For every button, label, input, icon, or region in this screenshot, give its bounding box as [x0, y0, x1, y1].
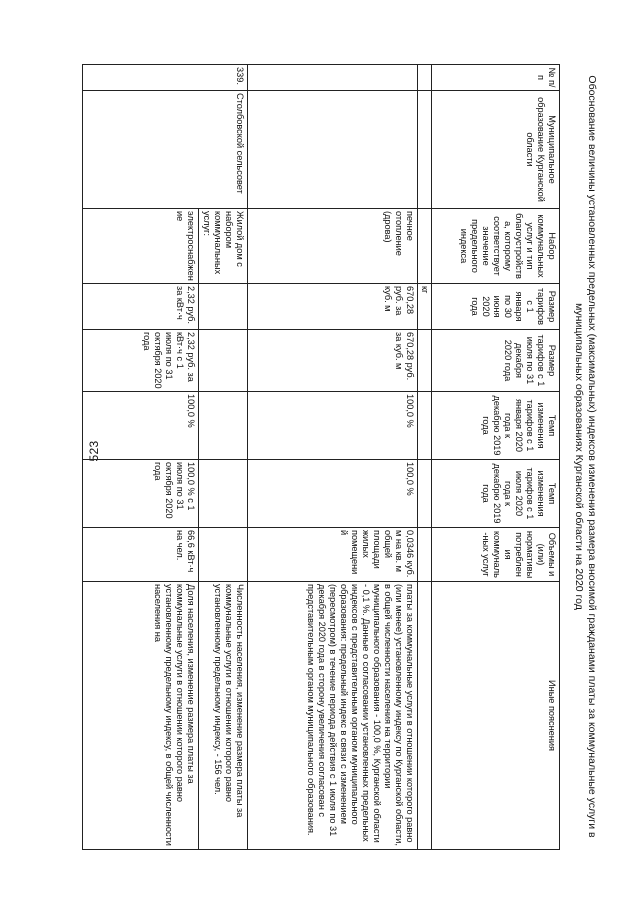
cell-empty — [418, 330, 432, 392]
heating-rate-jul: 100,0 % — [248, 460, 418, 528]
cell-empty — [418, 91, 432, 209]
header-services: Набор коммунальных услуг и тип благоустройства, которому соответствует значение предельного индекса — [432, 209, 560, 284]
header-notes: Иные пояснения — [432, 582, 560, 850]
electricity-notes: Доля населения, изменение размера платы за коммунальные услуги в отношении которого равно установленному предельному индексу, в общей численности населения на — [83, 582, 199, 850]
page-number: 523 — [87, 440, 101, 462]
header-num: № п/п — [432, 65, 560, 91]
heating-tariff-jul: 670,28 руб. за куб. м — [248, 330, 418, 392]
cell-empty — [199, 330, 248, 392]
cell-empty — [418, 392, 432, 460]
table-row — [248, 65, 418, 850]
cell-empty — [418, 460, 432, 528]
kg-label: кг — [418, 284, 432, 330]
header-row — [432, 65, 560, 850]
electricity-tariff-jul: 2,32 руб. за кВт·ч с 1 июля по 31 октября 2020 года — [83, 330, 199, 392]
tariff-table — [82, 64, 560, 850]
table-row — [199, 65, 248, 850]
heating-tariff-jan: 670,28 руб. за куб. м — [248, 284, 418, 330]
header-tariff-jul: Размер тарифов с 1 июля по 31 декабря 2020 года — [432, 330, 560, 392]
cell-empty — [199, 528, 248, 582]
cell-empty — [418, 582, 432, 850]
house-services: Жилой дом с набором коммунальных услуг: — [199, 209, 248, 284]
header-municipality: Муниципальное образование Курганской области — [432, 91, 560, 209]
cell-empty — [418, 65, 432, 91]
electricity-services: электроснабжение — [83, 209, 199, 284]
heating-volumes: 0,0346 куб. м на кв. м общей площади жилых помещений — [248, 528, 418, 582]
header-volumes: Объемы и (или) нормативы потребления коммуналь-ных услуг — [432, 528, 560, 582]
house-notes: Численность населения, изменение размера платы за коммунальные услуги в отношении которого равно установленному предельному индексу, - 156 чел. — [199, 582, 248, 850]
table-row — [418, 65, 432, 850]
cell-empty — [199, 392, 248, 460]
rotated-page — [78, 64, 600, 849]
heating-rate-jan: 100,0 % — [248, 392, 418, 460]
electricity-rate-jan: 100,0 % — [83, 392, 199, 460]
header-tariff-jan: Размер тарифов с 1 января по 30 июня 2020 года — [432, 284, 560, 330]
cell-empty — [418, 209, 432, 284]
heating-services: печное отопление (дрова) — [248, 209, 418, 284]
header-rate-jan: Темп изменения тарифов с 1 января 2020 года к декабрю 2019 года — [432, 392, 560, 460]
cell-empty — [199, 284, 248, 330]
municipality-name: Столбовской сельсовет — [83, 91, 248, 209]
electricity-volumes: 66,6 кВт·ч на чел. — [83, 528, 199, 582]
electricity-rate-jul: 100,0 % с 1 июля по 31 октября 2020 года — [83, 460, 199, 528]
cell-empty — [418, 528, 432, 582]
header-rate-jul: Темп изменения тарифов с 1 июля 2020 года к декабрю 2019 года — [432, 460, 560, 528]
cell-empty — [248, 91, 418, 209]
cell-empty — [248, 65, 418, 91]
electricity-tariff-jan: 2,32 руб. за кВт·ч — [83, 284, 199, 330]
document-title: Обоснование величины установленных предельных (максимальных) индексов изменения размера вносимой гражданами платы за коммунальные услуги в муниципальных образованиях Курганской области на 2020 год — [573, 75, 598, 838]
cell-empty — [199, 460, 248, 528]
heating-notes: платы за коммунальные услуги в отношении которого равно (или менее) установленному индексу по Курганской области, в общей численности населения на территории муниципального образования - 100,0 %, Курганской области - 0,1 %. Данные о согласовании установленных предельных индексов с представительным органом муниципального образования: предельный индекс в связи с изменением (пересмотром) в течение периода действия с 1 июля по 31 декабря 2020 года в сторону увеличения согласован с представительным органом муниципального образования. — [248, 582, 418, 850]
row-number: 339. — [83, 65, 248, 91]
